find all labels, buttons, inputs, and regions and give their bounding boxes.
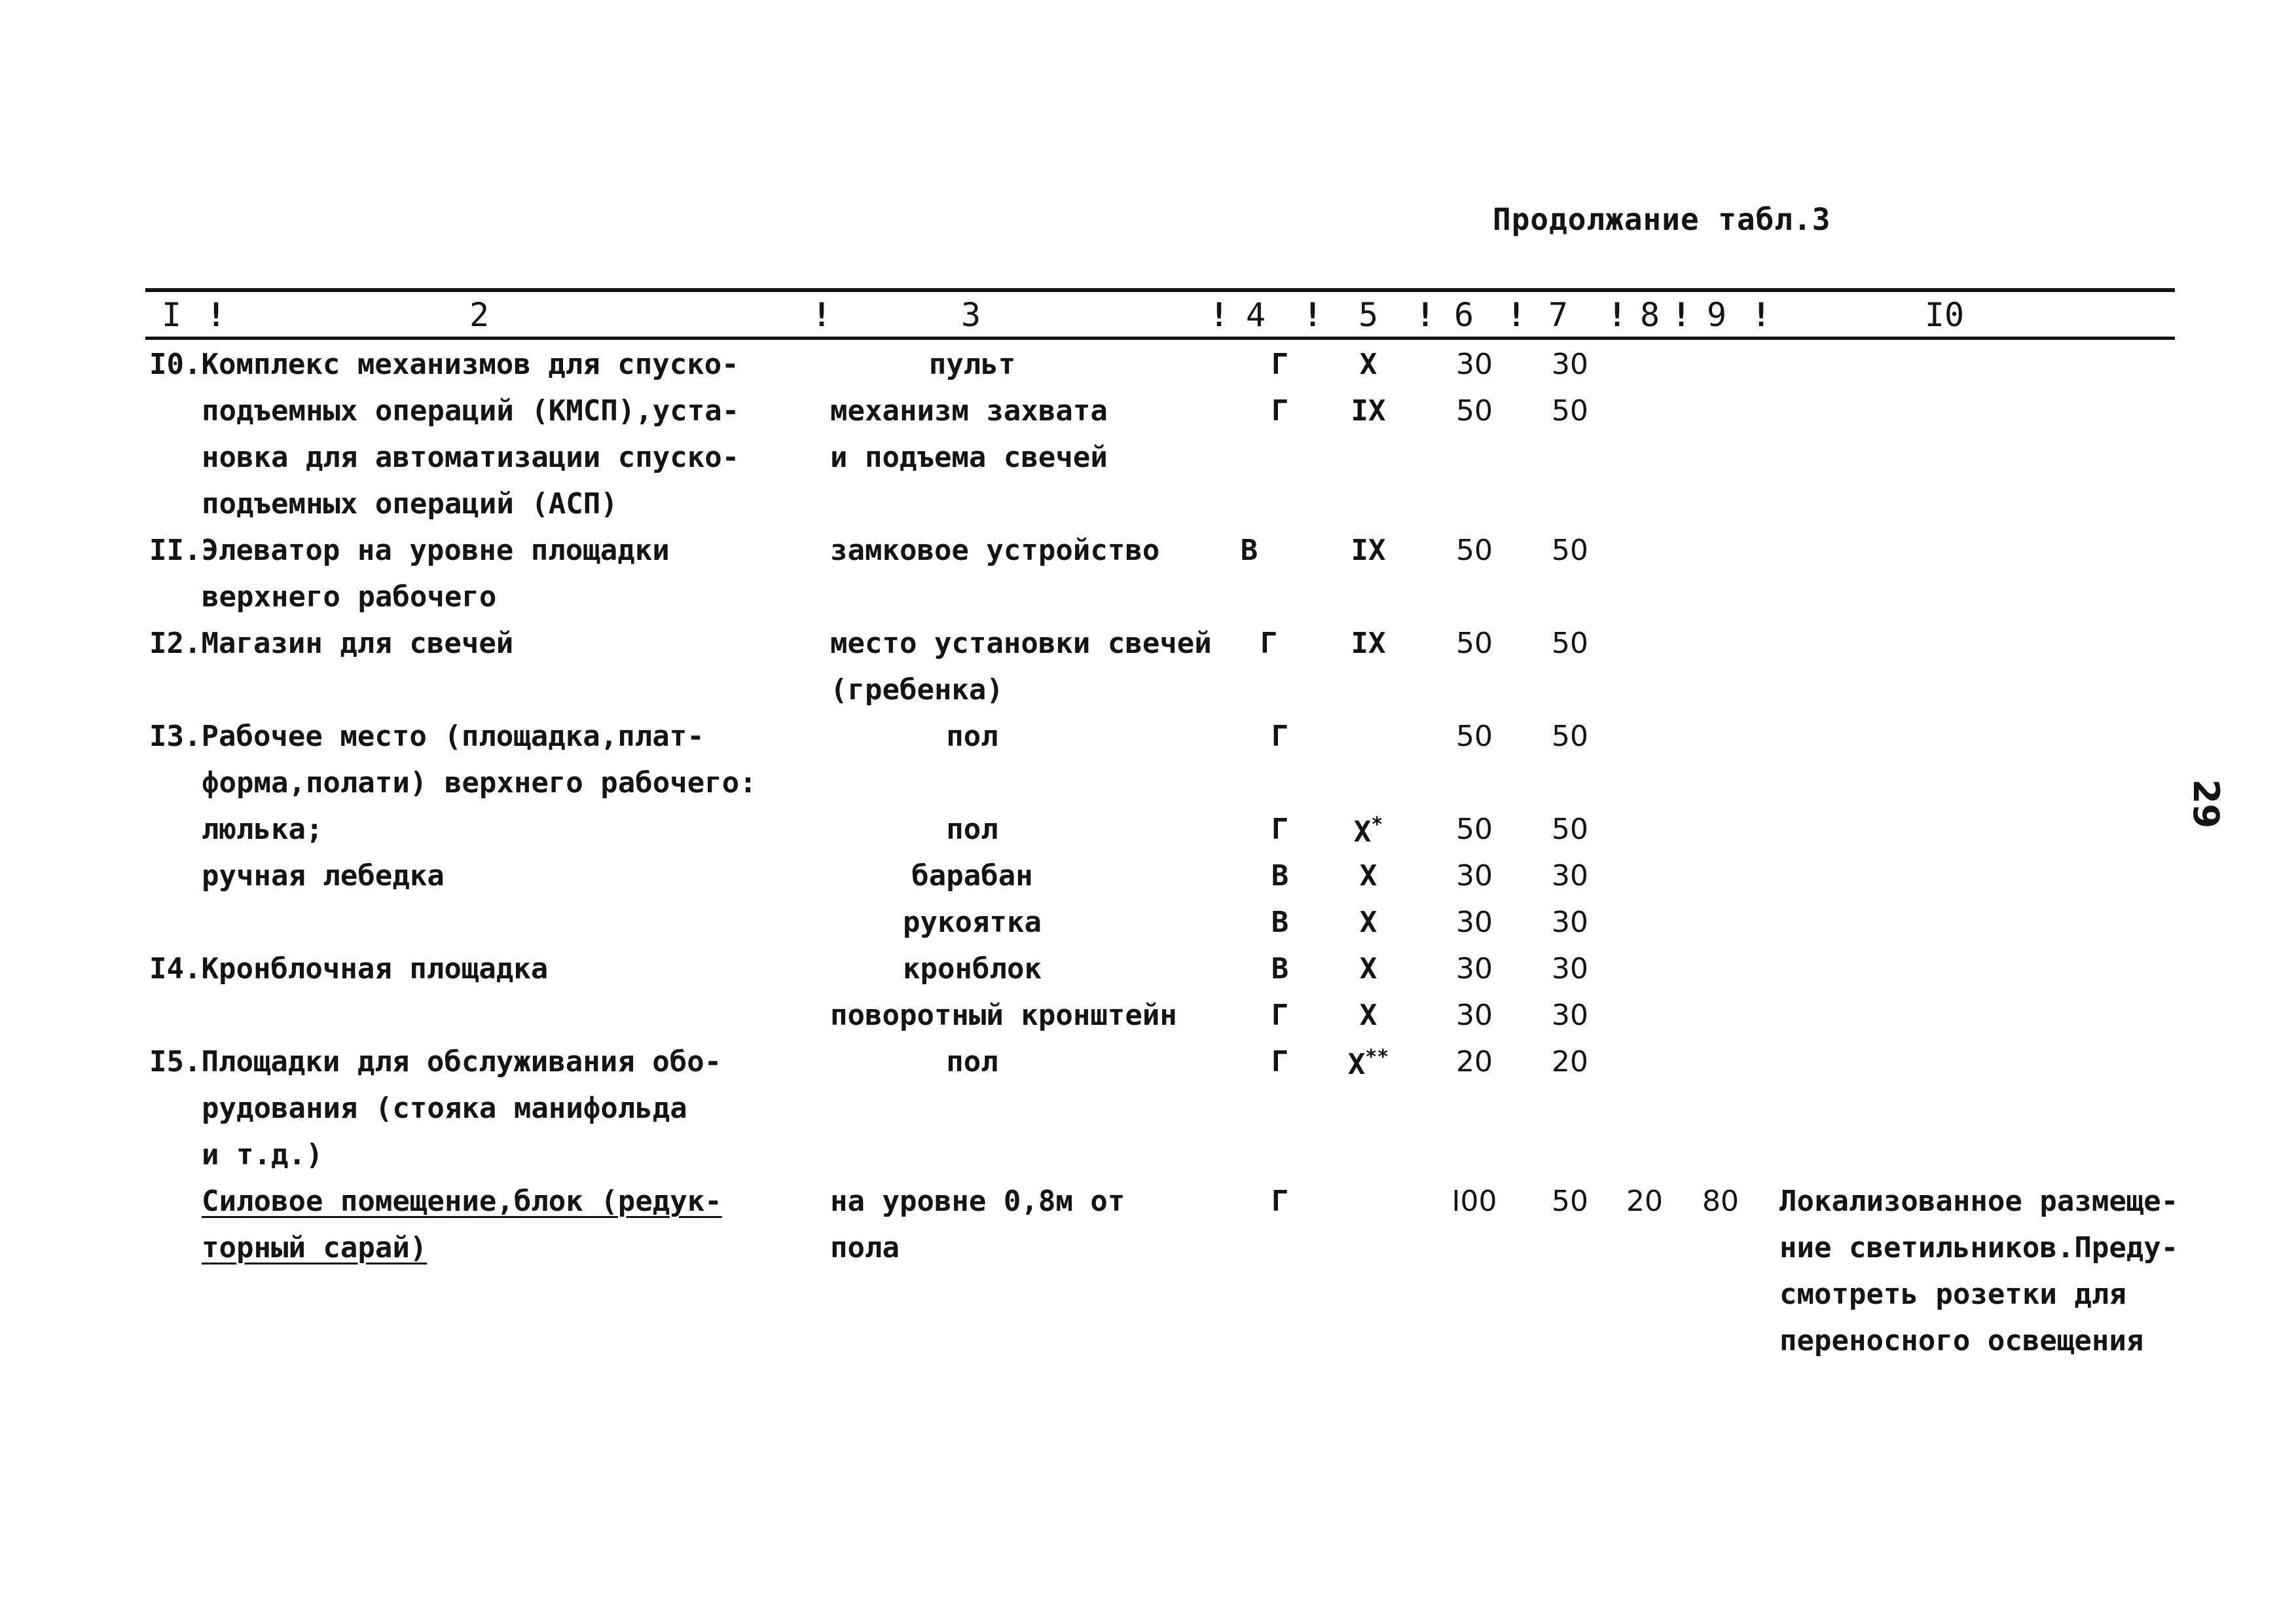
col-separator: ! <box>1302 296 1323 334</box>
page-number: 29 <box>2185 779 2227 829</box>
cell-description: I4.Кронблочная площадка <box>149 952 549 986</box>
cell-description: подъемных операций (АСП) <box>202 487 618 521</box>
col-separator: ! <box>1506 296 1527 334</box>
col-separator: ! <box>1671 296 1692 334</box>
cell-description: рудования (стояка манифольда <box>202 1092 687 1125</box>
cell-col5: Х <box>1359 348 1377 381</box>
col-separator: ! <box>1751 296 1772 334</box>
cell-description: торный сарай) <box>202 1231 428 1264</box>
cell-location: на уровне 0,8м от <box>830 1185 1125 1218</box>
cell-col7: 30 <box>1552 952 1588 986</box>
cell-col8: 20 <box>1626 1185 1663 1218</box>
cell-location: поворотный кронштейн <box>830 999 1177 1032</box>
cell-col9: 80 <box>1702 1185 1739 1218</box>
cell-col7: 30 <box>1552 906 1588 939</box>
cell-description: форма,полати) верхнего рабочего: <box>202 766 757 800</box>
cell-col6: 50 <box>1456 534 1493 567</box>
cell-note: Локализованное размеще- <box>1779 1185 2179 1218</box>
cell-col5: Х <box>1359 952 1377 986</box>
cell-col6: 50 <box>1456 813 1493 846</box>
cell-col6: 50 <box>1456 394 1493 428</box>
cell-description: II.Элеватор на уровне площадки <box>149 534 670 567</box>
table-caption: Продолжание табл.3 <box>1493 202 1831 237</box>
cell-col5: Х <box>1359 906 1377 939</box>
cell-col5: Х <box>1359 859 1377 893</box>
cell-description: новка для автоматизации спуско- <box>202 441 740 474</box>
footnote-mark: * <box>1371 813 1383 836</box>
col-separator: ! <box>1607 296 1628 334</box>
col-header-6: 6 <box>1453 296 1474 334</box>
col-header-2: 2 <box>469 296 490 334</box>
col-header-9: 9 <box>1706 296 1727 334</box>
cell-col7: 50 <box>1552 627 1588 660</box>
cell-location: пол <box>946 1045 998 1079</box>
col-header-4: 4 <box>1245 296 1266 334</box>
cell-col4: Г <box>1271 720 1289 753</box>
cell-col4: Г <box>1271 1045 1289 1079</box>
col-header-8: 8 <box>1639 296 1660 334</box>
cell-col6: 50 <box>1456 627 1493 660</box>
cell-location: кронблок <box>903 952 1042 986</box>
cell-col4: Г <box>1271 813 1289 846</box>
footnote-mark: ** <box>1365 1046 1389 1069</box>
cell-col7: 50 <box>1552 813 1588 846</box>
cell-col5: IX <box>1351 534 1386 567</box>
cell-col4: В <box>1271 906 1289 939</box>
cell-col7: 30 <box>1552 859 1588 893</box>
cell-col6: I00 <box>1451 1185 1497 1218</box>
cell-description: Силовое помещение,блок (редук- <box>202 1185 722 1218</box>
cell-col6: 30 <box>1456 952 1493 986</box>
cell-col6: 20 <box>1456 1045 1493 1079</box>
cell-col6: 30 <box>1456 859 1493 893</box>
cell-col7: 20 <box>1552 1045 1588 1079</box>
cell-col7: 50 <box>1552 534 1588 567</box>
cell-col5: Х <box>1359 999 1377 1032</box>
cell-description: и т.д.) <box>202 1138 323 1172</box>
cell-col5: IX <box>1351 394 1386 428</box>
cell-col4: В <box>1271 952 1289 986</box>
cell-col6: 30 <box>1456 999 1493 1032</box>
cell-col4: В <box>1271 859 1289 893</box>
cell-description: верхнего рабочего <box>202 580 497 614</box>
cell-col4: Г <box>1260 627 1278 660</box>
table-top-rule <box>145 288 2175 292</box>
cell-col6: 50 <box>1456 720 1493 753</box>
col-separator: ! <box>206 296 227 334</box>
cell-col7: 30 <box>1552 348 1588 381</box>
cell-col5-value: Х <box>1353 815 1372 849</box>
cell-col4: Г <box>1271 999 1289 1032</box>
cell-col4: Г <box>1271 1185 1289 1218</box>
col-separator: ! <box>1415 296 1436 334</box>
cell-note: ние светильников.Преду- <box>1779 1231 2179 1264</box>
cell-location: пол <box>946 720 998 753</box>
cell-col5-value: Х <box>1347 1048 1366 1081</box>
table-header-rule <box>145 337 2175 340</box>
cell-location: рукоятка <box>903 906 1042 939</box>
cell-col4: Г <box>1271 394 1289 428</box>
cell-location: барабан <box>911 859 1033 893</box>
cell-location: пульт <box>928 348 1016 381</box>
col-header-1: I <box>161 296 182 334</box>
cell-description: I5.Площадки для обслуживания обо- <box>149 1045 722 1079</box>
cell-location: замковое устройство <box>830 534 1160 567</box>
col-header-10: I0 <box>1924 296 1965 334</box>
col-header-7: 7 <box>1548 296 1569 334</box>
cell-location: и подъема свечей <box>830 441 1108 474</box>
cell-col5 <box>1354 815 1383 847</box>
cell-col6: 30 <box>1456 348 1493 381</box>
col-separator: ! <box>811 296 832 334</box>
cell-description: I3.Рабочее место (площадка,плат- <box>149 720 704 753</box>
cell-note: переносного освещения <box>1779 1324 2144 1357</box>
cell-description: подъемных операций (КМСП),уста- <box>202 394 740 428</box>
cell-col4: В <box>1240 534 1258 567</box>
cell-col5 <box>1348 1048 1389 1079</box>
cell-col7: 30 <box>1552 999 1588 1032</box>
cell-col7: 50 <box>1552 394 1588 428</box>
cell-col7: 50 <box>1552 1185 1588 1218</box>
cell-col7: 50 <box>1552 720 1588 753</box>
cell-location: пола <box>830 1231 900 1264</box>
cell-description: ручная лебедка <box>202 859 445 893</box>
cell-col6: 30 <box>1456 906 1493 939</box>
cell-description: I2.Магазин для свечей <box>149 627 514 660</box>
cell-location: механизм захвата <box>830 394 1108 428</box>
cell-note: смотреть розетки для <box>1779 1278 2126 1311</box>
cell-description: люлька; <box>202 813 323 846</box>
cell-location: (гребенка) <box>830 673 1004 707</box>
col-header-5: 5 <box>1358 296 1379 334</box>
col-separator: ! <box>1209 296 1230 334</box>
col-header-3: 3 <box>960 296 981 334</box>
cell-col4: Г <box>1271 348 1289 381</box>
cell-col5: IX <box>1351 627 1386 660</box>
cell-location: место установки свечей <box>830 627 1212 660</box>
cell-description: I0.Комплекс механизмов для спуско- <box>149 348 739 381</box>
cell-location: пол <box>946 813 998 846</box>
